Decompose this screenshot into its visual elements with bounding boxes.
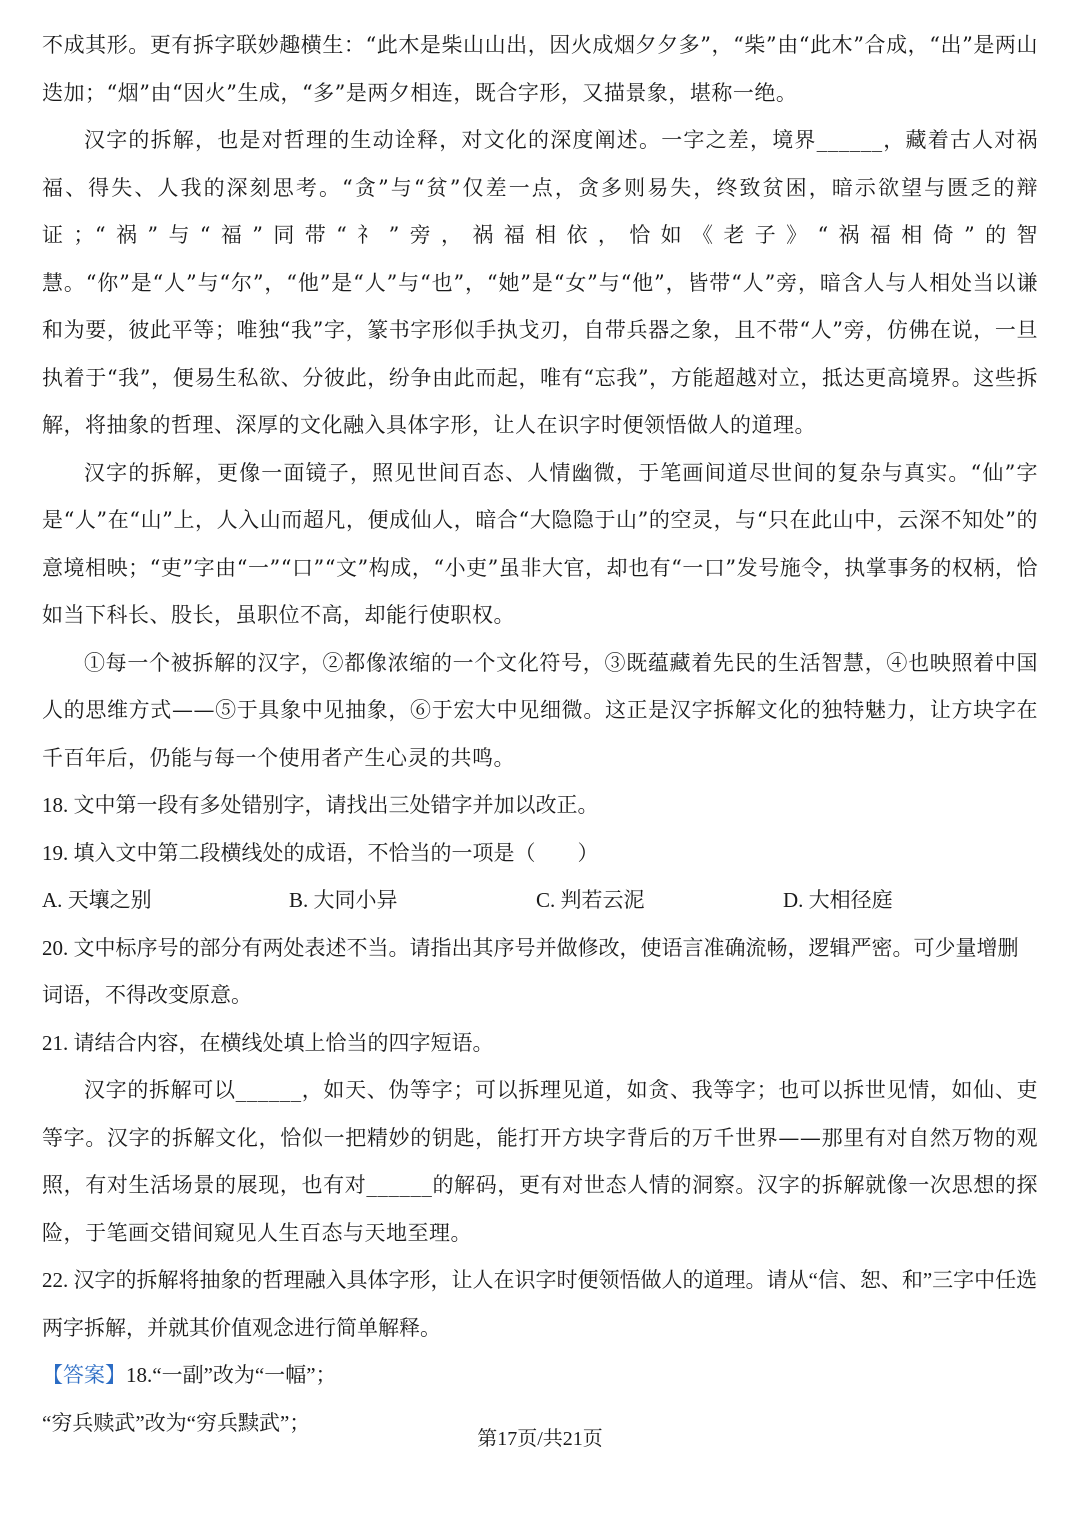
question-20: 20. 文中标序号的部分有两处表述不当。请指出其序号并做修改，使语言准确流畅，逻辑严密。可少量增删词语，不得改变原意。 [42, 935, 1019, 1007]
page-number: 第17页/共21页 [477, 1428, 603, 1450]
question-21-passage: 汉字的拆解可以______，如天、伪等字；可以拆理见道，如贪、我等字；也可以拆世见情，如仙、吏等字。汉字的拆解文化，恰似一把精妙的钥匙，能打开方块字背后的万千世界——那里有对自然万物的观照，有对生活场景的展现，也有对______的解码，更有对世态人情的洞察。汉字的拆解就像一次思想的探险，于笔画交错间窥见人生百态与天地至理。 [42, 1078, 1038, 1245]
question-21: 21. 请结合内容，在横线处填上恰当的四字短语。 [42, 1030, 494, 1055]
question-22: 22. 汉字的拆解将抽象的哲理融入具体字形，让人在识字时便领悟做人的道理。请从“信、恕、和”三字中任选两字拆解，并就其价值观念进行简单解释。 [42, 1268, 1038, 1340]
passage-paragraph-4: ①每一个被拆解的汉字，②都像浓缩的一个文化符号，③既蕴藏着先民的生活智慧，④也映照着中国人的思维方式——⑤于具象中见抽象，⑥于宏大中见细微。这正是汉字拆解文化的独特魅力，让方块字在千百年后，仍能与每一个使用者产生心灵的共鸣。 [42, 650, 1038, 770]
passage-paragraph-2: 汉字的拆解，也是对哲理的生动诠释，对文化的深度阐述。一字之差，境界______，藏着古人对祸福、得失、人我的深刻思考。“贪”与“贫”仅差一点，贪多则易失，终致贫困，暗示欲望与匮乏的辩证；“祸”与“福”同带“礻”旁，祸福相依，恰如《老子》“祸福相倚”的智慧。“你”是“人”与“尔”，“他”是“人”与“也”，“她”是“女”与“他”，皆带“人”旁，暗含人与人相处当以谦和为要，彼此平等；唯独“我”字，篆书字形似手执戈刃，自带兵器之象，且不带“人”旁，仿佛在说，一旦执着于“我”，便易生私欲、分彼此，纷争由此而起，唯有“忘我”，方能超越对立，抵达更高境界。这些拆解，将抽象的哲理、深厚的文化融入具体字形，让人在识字时便领悟做人的道理。 [42, 128, 1038, 437]
option-d: D. 大相径庭 [783, 888, 893, 912]
passage-paragraph-3: 汉字的拆解，更像一面镜子，照见世间百态、人情幽微，于笔画间道尽世间的复杂与真实。“仙”字是“人”在“山”上，人入山而超凡，便成仙人，暗合“大隐隐于山”的空灵，与“只在此山中，云深不知处”的意境相映；“吏”字由“一”“口”“文”构成，“小吏”虽非大官，却也有“一口”发号施令，执掌事务的权柄，恰如当下科长、股长，虽职位不高，却能行使职权。 [42, 460, 1038, 627]
question-19-options [42, 877, 1038, 925]
answer-line-2: “穷兵赎武”改为“穷兵黩武”； [42, 1410, 311, 1435]
document-page [42, 22, 1038, 1447]
answer-line-1 [42, 1352, 1038, 1400]
option-a: A. 天壤之别 [42, 888, 152, 912]
option-b: B. 大同小异 [289, 888, 398, 912]
answer-tag: 【答案】 [42, 1363, 126, 1387]
passage-paragraph-1: 不成其形。更有拆字联妙趣横生：“此木是柴山山出，因火成烟夕夕多”，“柴”由“此木”合成，“出”是两山迭加；“烟”由“因火”生成，“多”是两夕相连，既合字形，又描景象，堪称一绝。 [42, 33, 1038, 105]
answer-18-part-1: 18.“一副”改为“一幅”； [126, 1363, 337, 1387]
question-18: 18. 文中第一段有多处错别字，请找出三处错字并加以改正。 [42, 793, 599, 817]
option-c: C. 判若云泥 [536, 888, 645, 912]
question-19: 19. 填入文中第二段横线处的成语，不恰当的一项是（ ） [42, 840, 599, 865]
